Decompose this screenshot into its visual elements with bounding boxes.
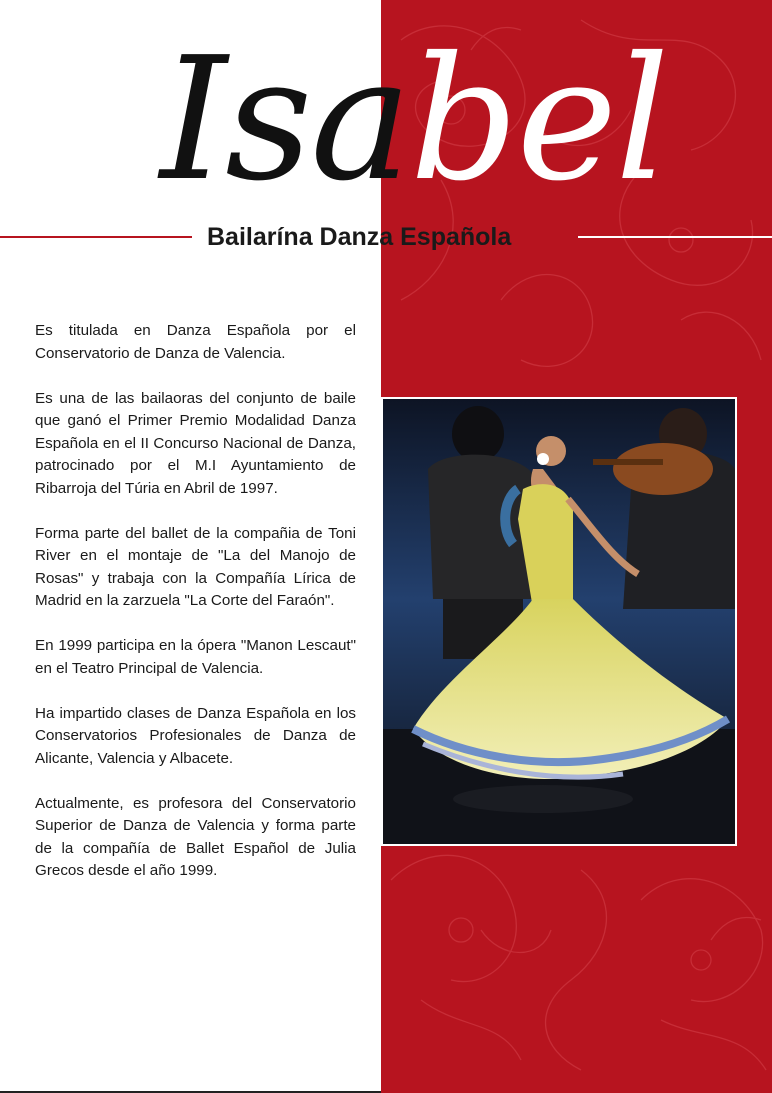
bio-paragraph: Es titulada en Danza Española por el Conservatorio de Danza de Valencia. — [35, 322, 356, 362]
flamenco-dancer-photo-icon — [383, 399, 735, 844]
subtitle-part-dark-2: nza Española — [351, 223, 512, 251]
bio-paragraph: Forma parte del ballet de la compañia de Toni River en el montaje de "La del Manojo de Rosas" y trabaja con la Compañía Lírica de Madrid en la zarzuela "La Corte del Faraón". — [35, 524, 356, 609]
subtitle-rule-left — [0, 236, 192, 238]
page-subtitle — [207, 220, 511, 254]
dancer-photo — [381, 397, 737, 846]
title-part-dark: Isa — [160, 21, 410, 219]
subtitle-part-dark: Bailarína Da — [207, 223, 352, 251]
bio-paragraph: Ha impartido clases de Danza Española en los Conservatorios Profesionales de Danza de Alicante, Valencia y Albacete. — [35, 704, 356, 767]
bio-paragraph: Actualmente, es profesora del Conservatorio Superior de Danza de Valencia y forma parte de la compañía de Ballet Español de Julia Grecos desde el año 1999. — [35, 794, 356, 879]
title-part-light: bel — [409, 21, 668, 219]
bio-paragraph: Es una de las bailaoras del conjunto de baile que ganó el Primer Premio Modalidad Danza Española en el II Concurso Nacional de Danza, patrocinado por el M.I Ayuntamiento de Ribarroja del Túria en Abril de 1997. — [35, 389, 356, 497]
biography-text — [35, 320, 356, 905]
page-title — [160, 20, 680, 220]
bio-paragraph: En 1999 participa en la ópera "Manon Lescaut" en el Teatro Principal de Valencia. — [35, 637, 356, 677]
subtitle-rule-right — [578, 236, 772, 238]
